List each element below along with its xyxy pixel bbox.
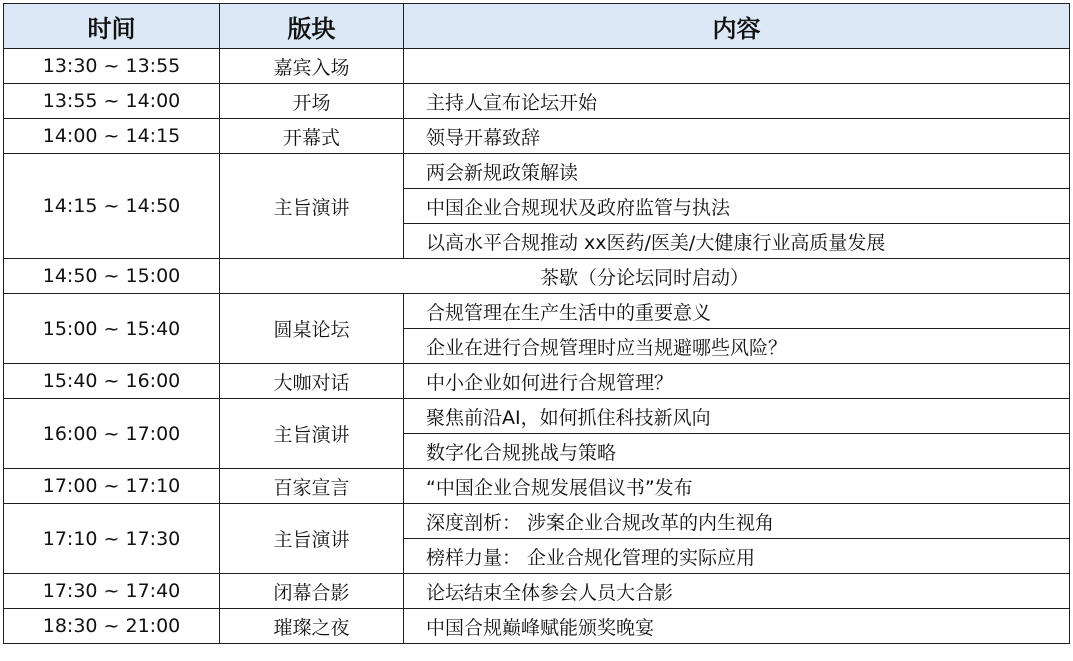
block-cell: 闭幕合影 — [220, 574, 404, 609]
time-cell: 14:50 ~ 15:00 — [4, 259, 220, 294]
time-cell: 17:10 ~ 17:30 — [4, 504, 220, 574]
table-row — [4, 469, 1070, 504]
time-cell: 17:00 ~ 17:10 — [4, 469, 220, 504]
content-cell: 中国合规巅峰赋能颁奖晚宴 — [404, 609, 1070, 644]
content-cell: 以高水平合规推动 xx医药/医美/大健康行业高质量发展 — [404, 224, 1070, 259]
block-cell: 嘉宾入场 — [220, 49, 404, 84]
time-cell: 14:15 ~ 14:50 — [4, 154, 220, 259]
header-row — [4, 4, 1070, 49]
table-row — [4, 49, 1070, 84]
content-cell: 中小企业如何进行合规管理？ — [404, 364, 1070, 399]
table-row — [4, 154, 1070, 189]
content-cell: 合规管理在生产生活中的重要意义 — [404, 294, 1070, 329]
content-cell: 聚焦前沿AI，如何抓住科技新风向 — [404, 399, 1070, 434]
time-cell: 13:30 ~ 13:55 — [4, 49, 220, 84]
time-cell: 15:00 ~ 15:40 — [4, 294, 220, 364]
time-cell: 13:55 ~ 14:00 — [4, 84, 220, 119]
time-cell: 15:40 ~ 16:00 — [4, 364, 220, 399]
block-cell: 主旨演讲 — [220, 399, 404, 469]
block-cell: 大咖对话 — [220, 364, 404, 399]
content-cell: 企业在进行合规管理时应当规避哪些风险？ — [404, 329, 1070, 364]
agenda-body — [4, 49, 1070, 644]
block-cell: 璀璨之夜 — [220, 609, 404, 644]
block-cell: 圆桌论坛 — [220, 294, 404, 364]
content-cell: 数字化合规挑战与策略 — [404, 434, 1070, 469]
table-row — [4, 84, 1070, 119]
block-cell: 主旨演讲 — [220, 154, 404, 259]
header-time: 时间 — [4, 4, 220, 49]
agenda-table — [3, 3, 1070, 644]
block-cell: 主旨演讲 — [220, 504, 404, 574]
time-cell: 18:30 ~ 21:00 — [4, 609, 220, 644]
table-row — [4, 294, 1070, 329]
content-cell: 榜样力量： 企业合规化管理的实际应用 — [404, 539, 1070, 574]
content-cell: 两会新规政策解读 — [404, 154, 1070, 189]
table-row — [4, 399, 1070, 434]
content-cell: 深度剖析： 涉案企业合规改革的内生视角 — [404, 504, 1070, 539]
table-row — [4, 504, 1070, 539]
table-row — [4, 609, 1070, 644]
content-cell — [404, 49, 1070, 84]
content-cell: 论坛结束全体参会人员大合影 — [404, 574, 1070, 609]
header-block: 版块 — [220, 4, 404, 49]
time-cell: 14:00 ~ 14:15 — [4, 119, 220, 154]
table-row — [4, 119, 1070, 154]
block-cell: 百家宣言 — [220, 469, 404, 504]
content-cell: 主持人宣布论坛开始 — [404, 84, 1070, 119]
content-cell: 中国企业合规现状及政府监管与执法 — [404, 189, 1070, 224]
table-row — [4, 574, 1070, 609]
merged-content-cell: 茶歇（分论坛同时启动） — [220, 259, 1070, 294]
time-cell: 16:00 ~ 17:00 — [4, 399, 220, 469]
content-cell: 领导开幕致辞 — [404, 119, 1070, 154]
time-cell: 17:30 ~ 17:40 — [4, 574, 220, 609]
block-cell: 开幕式 — [220, 119, 404, 154]
content-cell: “中国企业合规发展倡议书”发布 — [404, 469, 1070, 504]
table-row — [4, 259, 1070, 294]
header-content: 内容 — [404, 4, 1070, 49]
table-row — [4, 364, 1070, 399]
block-cell: 开场 — [220, 84, 404, 119]
